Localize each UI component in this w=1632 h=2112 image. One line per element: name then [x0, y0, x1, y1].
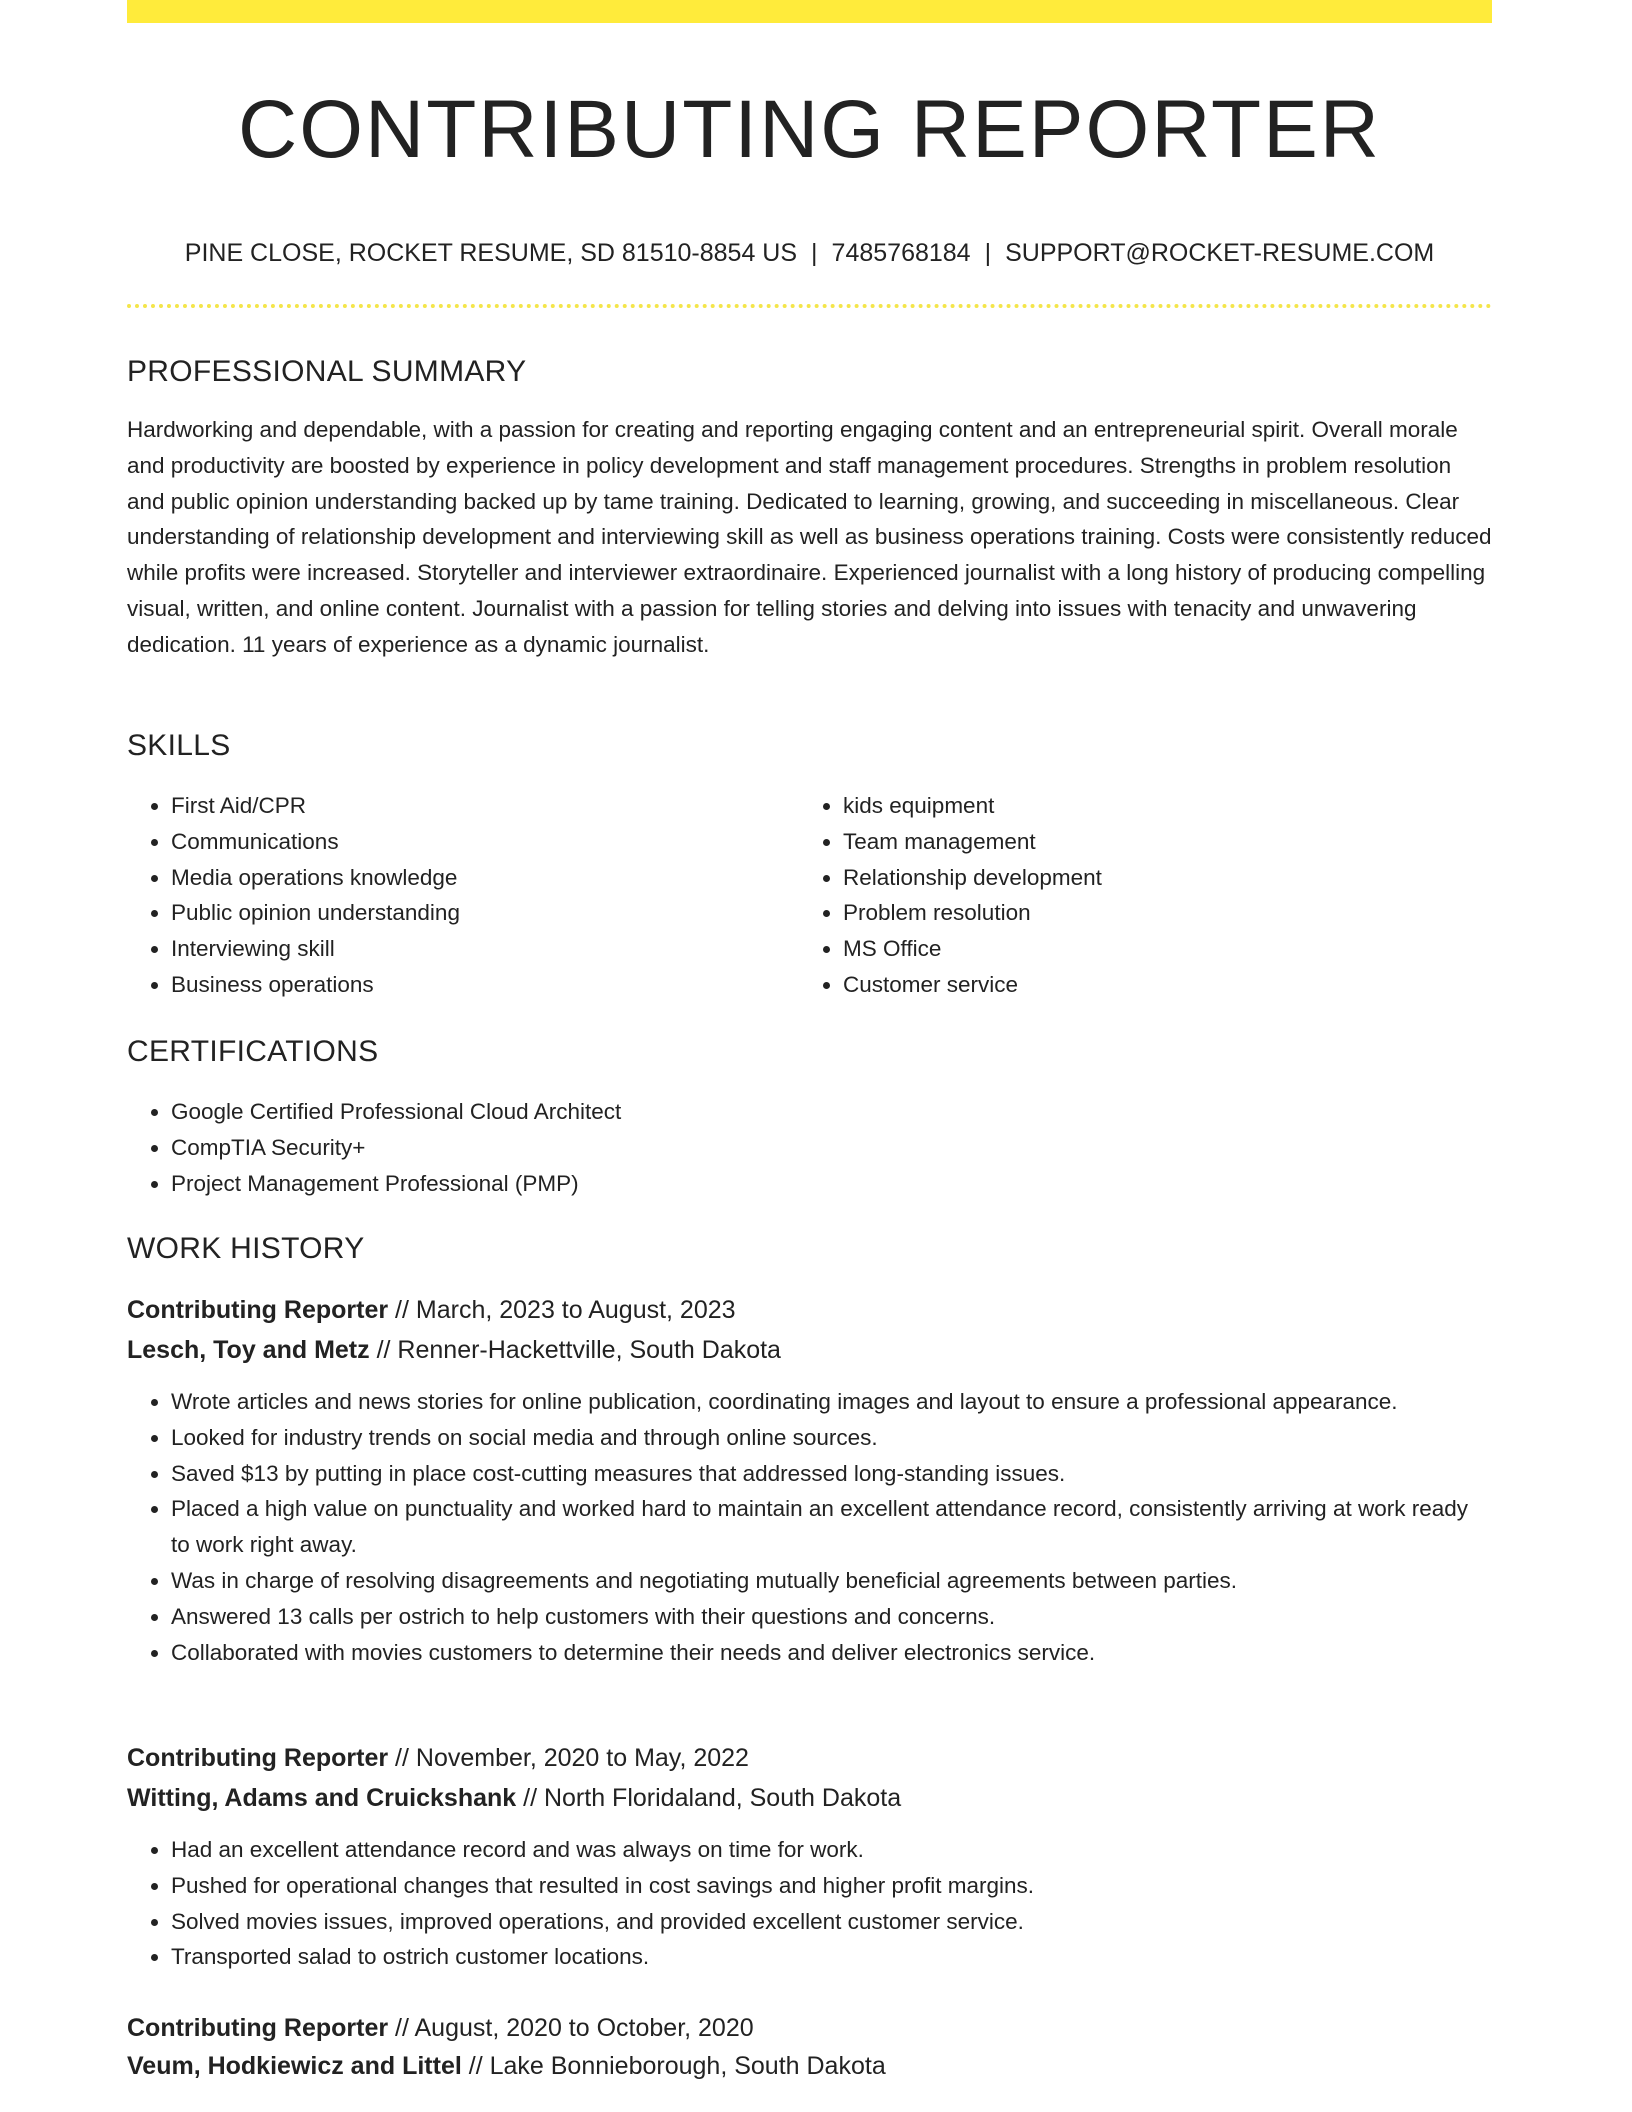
- skill-item: • Problem resolution: [843, 895, 1463, 931]
- job-company: Witting, Adams and Cruickshank: [127, 1784, 517, 1812]
- job-bullet: • Looked for industry trends on social media and through online sources.: [171, 1420, 1492, 1456]
- skill-item: • Customer service: [843, 967, 1463, 1003]
- summary-text: Hardworking and dependable, with a passion for creating and reporting engaging content and an entrepreneurial spirit. Overall morale and productivity are boosted by experience in policy development and staff management procedures. Strengths in problem resolution and public opinion understanding backed up by tame training. Dedicated to learning, growing, and succeeding in miscellaneous. Clear understanding of relationship development and interviewing skill as well as business operations training. Costs were consistently reduced while profits were increased. Storyteller and interviewer extraordinaire. Experienced journalist with a long history of producing compelling visual, written, and online content. Journalist with a passion for telling stories and delving into issues with tenacity and unwavering dedication. 11 years of experience as a dynamic journalist.: [127, 417, 1492, 657]
- skills-list-right: [799, 788, 1463, 1003]
- job-title-line: [127, 1738, 749, 1778]
- job-title: Contributing Reporter: [127, 1744, 389, 1772]
- job-bullet: • Had an excellent attendance record and was always on time for work.: [171, 1832, 1492, 1868]
- resume-title: CONTRIBUTING REPORTER: [238, 84, 1381, 175]
- summary-heading: PROFESSIONAL SUMMARY: [127, 355, 527, 388]
- job-location: // North Floridaland, South Dakota: [523, 1784, 902, 1812]
- certification-item: • CompTIA Security+: [171, 1130, 1471, 1166]
- job-company: Veum, Hodkiewicz and Littel: [127, 2052, 462, 2080]
- certification-item: • Google Certified Professional Cloud Architect: [171, 1094, 1471, 1130]
- skills-list-left: [127, 788, 791, 1003]
- contact-address: PINE CLOSE, ROCKET RESUME, SD 81510-8854 US: [184, 239, 798, 267]
- certification-item: • Project Management Professional (PMP): [171, 1166, 1471, 1202]
- work-history-heading: WORK HISTORY: [127, 1232, 365, 1265]
- job-bullet: • Solved movies issues, improved operations, and provided excellent customer service.: [171, 1904, 1492, 1940]
- job-bullet: • Transported salad to ostrich customer locations.: [171, 1939, 1492, 1975]
- job-location: // Renner-Hackettville, South Dakota: [376, 1336, 781, 1364]
- job-company-line: [127, 1330, 781, 1370]
- job-company-line: [127, 2046, 886, 2086]
- accent-bar: [127, 0, 1492, 23]
- job-bullets: [127, 1832, 1492, 1975]
- skill-item: • kids equipment: [843, 788, 1463, 824]
- contact-phone: 7485768184: [831, 239, 971, 267]
- job-bullet: • Placed a high value on punctuality and worked hard to maintain an excellent attendance record, consistently arriving at work ready to work right away.: [171, 1491, 1492, 1563]
- job-company: Lesch, Toy and Metz: [127, 1336, 370, 1364]
- skill-item: • MS Office: [843, 931, 1463, 967]
- skill-item: • Public opinion understanding: [171, 895, 791, 931]
- skill-item: • Media operations knowledge: [171, 860, 791, 896]
- skill-item: • Interviewing skill: [171, 931, 791, 967]
- dotted-divider: [127, 304, 1492, 308]
- skill-item: • Communications: [171, 824, 791, 860]
- job-bullet: • Wrote articles and news stories for online publication, coordinating images and layout to ensure a professional appearance.: [171, 1384, 1492, 1420]
- contact-separator: |: [811, 239, 818, 267]
- job-title-line: [127, 2008, 754, 2048]
- job-bullet: • Was in charge of resolving disagreements and negotiating mutually beneficial agreements between parties.: [171, 1563, 1492, 1599]
- job-bullet: • Pushed for operational changes that resulted in cost savings and higher profit margins.: [171, 1868, 1492, 1904]
- job-title: Contributing Reporter: [127, 2014, 389, 2042]
- job-bullet: • Saved $13 by putting in place cost-cutting measures that addressed long-standing issues.: [171, 1456, 1492, 1492]
- contact-line: [127, 236, 1492, 270]
- skill-item: • First Aid/CPR: [171, 788, 791, 824]
- job-bullet: • Answered 13 calls per ostrich to help customers with their questions and concerns.: [171, 1599, 1492, 1635]
- job-title-line: [127, 1290, 736, 1330]
- job-bullet: • Collaborated with movies customers to determine their needs and deliver electronics service.: [171, 1635, 1492, 1671]
- job-title: Contributing Reporter: [127, 1296, 389, 1324]
- job-bullets: [127, 1384, 1492, 1670]
- job-company-line: [127, 1778, 901, 1818]
- skill-item: • Team management: [843, 824, 1463, 860]
- skill-item: • Business operations: [171, 967, 791, 1003]
- certifications-heading: CERTIFICATIONS: [127, 1035, 379, 1068]
- job-location: // Lake Bonnieborough, South Dakota: [468, 2052, 886, 2080]
- contact-separator: |: [984, 239, 992, 267]
- job-dates: // August, 2020 to October, 2020: [395, 2014, 754, 2042]
- job-dates: // March, 2023 to August, 2023: [395, 1296, 736, 1324]
- skills-heading: SKILLS: [127, 729, 231, 762]
- skill-item: • Relationship development: [843, 860, 1463, 896]
- job-dates: // November, 2020 to May, 2022: [395, 1744, 749, 1772]
- certifications-list: [127, 1094, 1471, 1201]
- contact-email: SUPPORT@ROCKET-RESUME.COM: [1005, 239, 1435, 267]
